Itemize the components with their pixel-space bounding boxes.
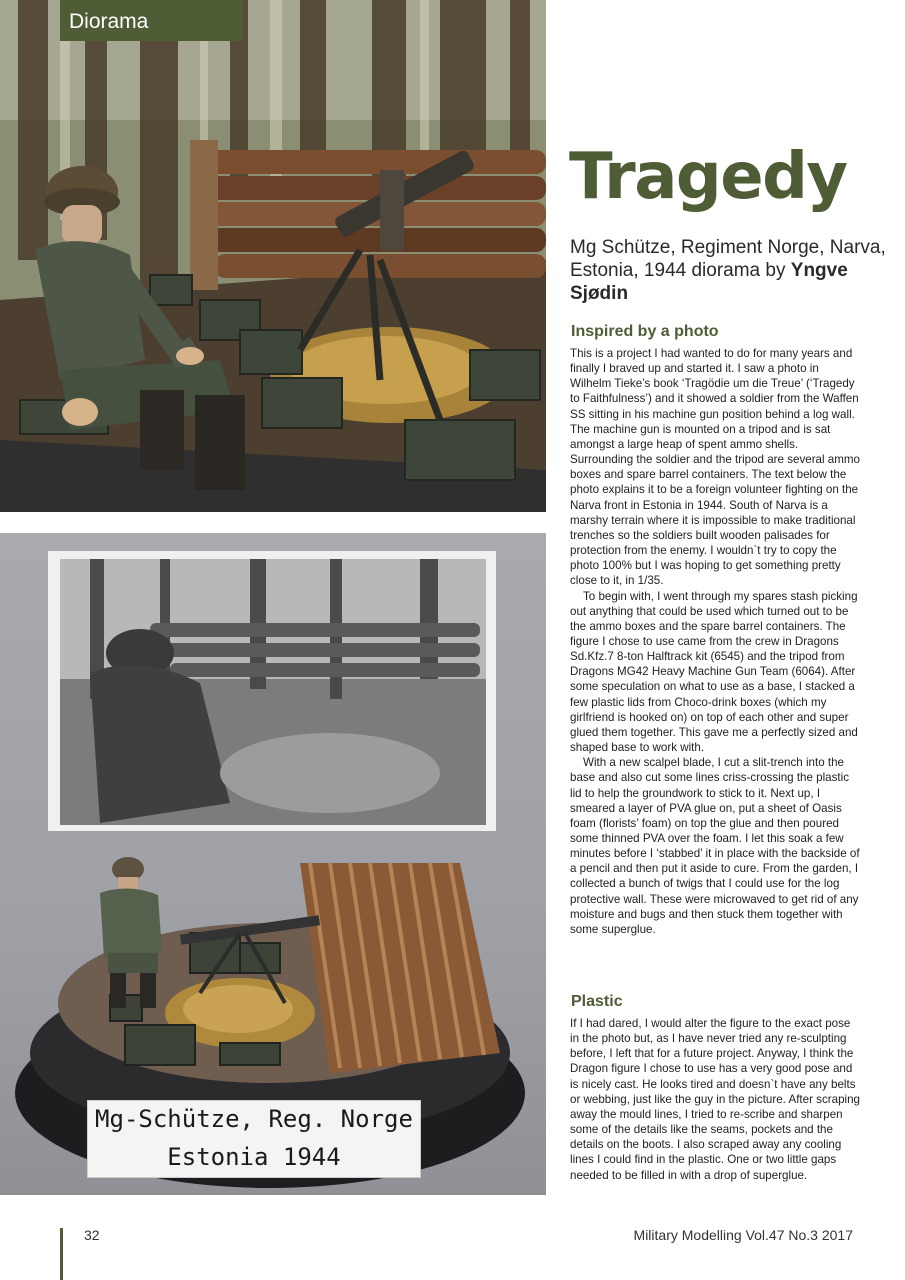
paragraph: To begin with, I went through my spares stash picking out anything that could be used which turned out to be the ammo boxes and the spare barrel containers. The figure I chose to use came from the crew in Dragons Sd.Kfz.7 8-ton Halftrack kit (6545) and the tripod from Dragons MG42 Heavy Machine Gun Team (6064). After some speculation on what to use as a base, I stacked a few plastic lids from Choco-drink boxes (which my girlfriend is hooked on) on top of each other and super glued them together. This gave me a perfectly sized and shaped base to work with. xyxy=(570,589,858,755)
diorama-name-plate xyxy=(87,1100,421,1178)
name-plate-line-2: Estonia 1944 xyxy=(167,1143,341,1171)
section-body-inspired xyxy=(570,346,860,937)
article-title: Tragedy xyxy=(569,140,847,214)
article-subtitle xyxy=(570,236,890,305)
name-plate-line-1: Mg-Schütze, Reg. Norge xyxy=(95,1105,413,1133)
diorama-closeup-illustration xyxy=(0,0,546,512)
subtitle-text: Mg Schütze, Regiment Norge, Narva, Estonia, 1944 diorama xyxy=(570,237,886,281)
paragraph: This is a project I had wanted to do for many years and finally I braved up and started it. I saw a photo in Wilhelm Tieke’s book ‘Tragödie um die Treue’ (‘Tragedy to Faithfulness’) and it showed a soldier from the Waffen SS sitting in his machine gun position behind a log wall. The machine gun is mounted on a tripod and is sat amongst a large heap of spent ammo shells. Surrounding the soldier and the tripod are several ammo boxes and spare barrel containers. The text below the photo explains it to be a foreign volunteer fighting on the Narva front in Estonia in 1944. South of Narva is a marshy terrain where it is impossible to make traditional trenches so the soldiers built wooden palisades for protection from the enemy. I wouldn`t try to copy the photo 100% but I was hoping to get something pretty close to it, in 1/35. xyxy=(570,347,861,588)
author-name: Yngve Sjødin xyxy=(570,260,848,304)
diorama-closeup-photo xyxy=(0,0,546,512)
footer-rule xyxy=(60,1228,63,1280)
section-tag: Diorama xyxy=(60,0,242,41)
paragraph: With a new scalpel blade, I cut a slit-trench into the base and also cut some lines criss-crossing the plastic lid to help the groundwork to stick to it. Next up, I smeared a layer of PVA glue on, put a sheet of Oasis foam (florists’ foam) on top the glue and then poured some thinned PVA over the foam. I let this soak a few minutes before I ‘stabbed’ it in place with the backside of a pencil and then put it aside to cure. From the garden, I collected a bunch of twigs that I could use for the log protective wall. These were microwaved to get rid of any moisture and bugs and then stuck them together with some superglue. xyxy=(570,756,860,936)
section-heading-plastic: Plastic xyxy=(571,993,623,1010)
section-body-plastic xyxy=(570,1016,860,1183)
diorama-with-reference-photo xyxy=(0,533,546,1195)
diorama-wide-illustration xyxy=(0,533,546,1195)
section-heading-inspired: Inspired by a photo xyxy=(571,323,719,340)
paragraph: If I had dared, I would alter the figure to the exact pose in the photo but, as I have never tried any re-sculpting before, I left that for a future project. Anyway, I think the Dragon figure I chose to use has a very good pose and is nicely cast. He looks tired and doesn`t have any belts or webbing, just like the guy in the picture. After scraping away the mould lines, I tried to re-scribe and sharpen some of the details like the seams, pockets and the details on the boots. I also scraped away any cooling lines I could find in the plastic. One or two little gaps needed to be filled in with a drop of superglue. xyxy=(570,1017,861,1182)
byline-prefix: by xyxy=(765,260,786,281)
magazine-reference: Military Modelling Vol.47 No.3 2017 xyxy=(633,1227,853,1243)
page-number: 32 xyxy=(84,1227,100,1243)
